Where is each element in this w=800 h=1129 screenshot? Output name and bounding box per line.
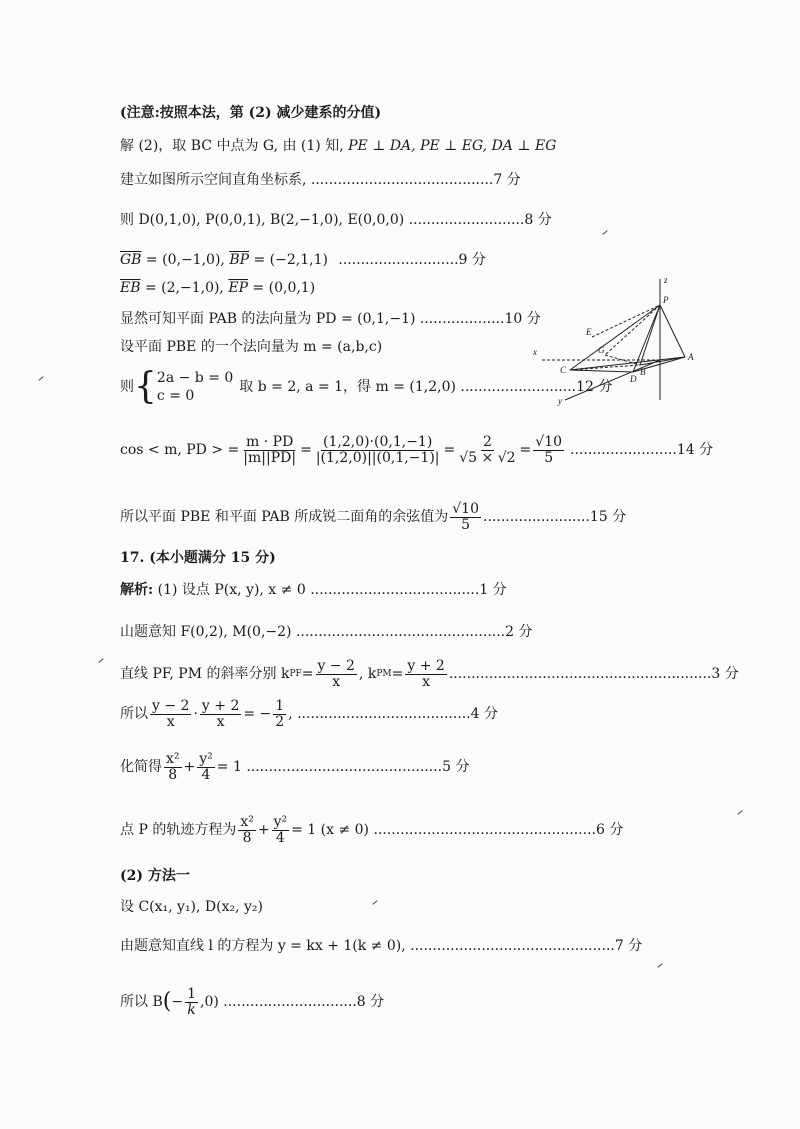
vec-ep-label: $\overline{EP}$ xyxy=(228,280,248,296)
edge-cd xyxy=(570,370,633,372)
system-rest: 取 b = 2, a = 1，得 m = (1,2,0) ..........................12 分 xyxy=(239,379,613,395)
slope-pf-frac xyxy=(316,659,357,690)
result-frac-num: √10 xyxy=(452,500,480,517)
m4-score: ,0) ..............................8 分 xyxy=(200,994,385,1010)
cos-prefix: cos < m, PD > = xyxy=(120,442,240,458)
cos-frac-1-num: m · PD xyxy=(246,433,294,450)
result-prefix: 所以平面 PBE 和平面 PAB 所成锐二面角的余弦值为 xyxy=(120,509,449,525)
cos-frac-4-den: 5 xyxy=(544,449,554,466)
step-6-prefix: 点 P 的轨迹方程为 xyxy=(120,822,237,838)
solution-line-3: 则 D(0,1,0), P(0,0,1), B(2,−1,0), E(0,0,0) ..........................8 分 xyxy=(120,212,552,228)
step-4-frac-1-num: y − 2 xyxy=(152,697,190,714)
step-6-frac-1-num: x² xyxy=(240,813,254,830)
cos-frac-3-num: 2 xyxy=(482,433,492,450)
label-g: G xyxy=(598,345,605,355)
vec-gb-label: $\overline{GB}$ xyxy=(120,252,142,268)
step-3-mid: , k xyxy=(358,666,377,682)
label-b: B xyxy=(640,367,646,377)
line1-prefix: 解 (2)，取 BC 中点为 G, 由 (1) 知, xyxy=(120,138,344,154)
k-pf-subscript: PF xyxy=(289,669,302,679)
step-4-frac-1 xyxy=(150,699,191,730)
scan-speck xyxy=(38,376,43,381)
result-frac-den: 5 xyxy=(461,516,471,533)
solution-line-1 xyxy=(120,136,556,156)
step-6-score: = 1 (x ≠ 0) ..................................................6 分 xyxy=(291,822,624,838)
vec-gb-value: (0,−1,0), xyxy=(162,252,225,268)
method-one-step-3: 所以 B ( − $\frac{1}{k}$ ,0) ..............................8 分 xyxy=(120,985,385,1018)
step-4-prefix: 所以 xyxy=(120,706,148,722)
slope-pf-num: y − 2 xyxy=(317,657,355,674)
step-5-score: = 1 ............................................5 分 xyxy=(216,759,470,775)
edge-pb xyxy=(640,305,660,365)
scan-speck xyxy=(602,230,607,235)
cos-frac-2-den: |(1,2,0)||(0,1,−1)| xyxy=(315,449,440,466)
scan-speck xyxy=(737,810,742,815)
label-e: E xyxy=(586,327,592,337)
method-one-step-2: 由题意知直线 l 的方程为 y = kx + 1(k ≠ 0), ..............................................7 分 xyxy=(120,938,643,954)
step-5-prefix: 化简得 xyxy=(120,759,162,775)
step-3-score: ...........................................................3 分 xyxy=(448,666,739,682)
step-4-frac-3-den: 2 xyxy=(275,713,285,730)
system-prefix: 则 xyxy=(120,379,134,395)
vec-eb-label: $\overline{EB}$ xyxy=(120,280,141,296)
cos-score: ........................14 分 xyxy=(570,442,714,458)
m4-prefix: 所以 B xyxy=(120,994,163,1010)
cos-frac-4-num: √10 xyxy=(535,433,563,450)
line4-score: ...........................9 分 xyxy=(338,252,486,268)
step-6-frac-1-den: 8 xyxy=(242,829,252,846)
header-note: (注意:按照本法，第 (2) 减少建系的分值) xyxy=(120,105,382,121)
step-5-frac-2 xyxy=(197,752,215,783)
step-6-frac-2-num: y² xyxy=(273,813,288,830)
label-c: C xyxy=(560,365,567,375)
method-one-step-1: 设 C(x₁, y₁), D(x₂, y₂) xyxy=(120,899,263,915)
label-a: A xyxy=(688,352,694,362)
coordinate-figure xyxy=(530,275,715,410)
equation-system xyxy=(157,369,233,405)
scan-speck xyxy=(657,963,662,968)
analysis-label: 解析: xyxy=(120,582,154,598)
q17-step-5: 化简得 $\frac{\text{x²}}{8}$ + $\frac{\text{y²}}{4}$ = 1 ............................................5 分 xyxy=(120,750,470,783)
step-5-frac-1 xyxy=(164,752,182,783)
cos-frac-3-den: √5 × √2 xyxy=(459,449,516,466)
label-x: x xyxy=(533,347,537,357)
step-5-frac-1-den: 8 xyxy=(168,766,178,783)
step-1-text: (1) 设点 P(x, y), x ≠ 0 ......................................1 分 xyxy=(157,582,507,598)
cos-frac-2-num: (1,2,0)·(0,1,−1) xyxy=(323,433,433,450)
edge-pa xyxy=(660,305,685,357)
line1-math: PE ⊥ DA, PE ⊥ EG, DA ⊥ EG xyxy=(348,138,557,154)
solution-line-6: 显然可知平面 PAB 的法向量为 PD = (0,1,−1) ...................10 分 xyxy=(120,311,541,327)
result-line xyxy=(120,495,626,539)
label-p: P xyxy=(663,295,669,305)
system-eq-2: c = 0 xyxy=(156,388,195,404)
vec-bp-value: (−2,1,1) xyxy=(269,252,328,268)
step-4-frac-3 xyxy=(273,699,286,730)
method-one-title: (2) 方法一 xyxy=(120,868,190,884)
q17-step-1 xyxy=(120,580,507,600)
scan-speck xyxy=(98,658,103,663)
cos-frac-1-den: |m||PD| xyxy=(243,449,297,466)
vector-line-eb-ep: $\overline{EB} = (2,-1,0)$, $\overline{EP} = (0,0,1)$ xyxy=(120,280,316,296)
vector-line-gb-bp: $\overline{GB} = (0,-1,0)$, $\overline{BP} = (-2,1,1)$ ...........................9 分 xyxy=(120,252,486,268)
label-d: D xyxy=(630,374,637,384)
result-score: ........................15 分 xyxy=(483,509,627,525)
result-frac xyxy=(450,502,481,533)
q17-step-3: 直线 PF, PM 的斜率分别 k PF = $\frac{y - 2}{x}$ , k PM = $\frac{y + 2}{x}$ ...........................................................3 分 xyxy=(120,657,739,690)
step-4-frac-2 xyxy=(200,699,241,730)
cos-frac-2 xyxy=(314,435,442,466)
question-17-title: 17. (本小题满分 15 分) xyxy=(120,550,276,566)
y-axis xyxy=(565,360,660,400)
step-6-frac-2-den: 4 xyxy=(275,829,285,846)
step-4-score: , .......................................4 分 xyxy=(288,706,499,722)
edge-pe xyxy=(592,305,660,337)
brace-glyph: { xyxy=(134,366,157,407)
cos-frac-4 xyxy=(533,435,564,466)
cosine-line: cos < m, PD > = $\frac{m \cdot PD}{|m||PD|}$ = $\frac{(1,2,0)\cdot(0,1,-1)}{|(1,2,0)||(0,1,-1)|}$ = $\frac{2}{√5 \times √2}$ = $\frac{√10}{5}$ ........................14 分 xyxy=(120,433,714,466)
m4-frac xyxy=(185,987,198,1018)
cos-frac-1 xyxy=(241,435,298,466)
edge-ca xyxy=(570,357,685,370)
slope-pf-den: x xyxy=(332,673,341,690)
solution-line-2: 建立如图所示空间直角坐标系, .........................................7 分 xyxy=(120,172,521,188)
k-pm-subscript: PM xyxy=(376,669,392,679)
label-z: z xyxy=(664,275,668,285)
vec-eb-value: (2,−1,0), xyxy=(161,280,224,296)
solution-line-7: 设平面 PBE 的一个法向量为 m = (a,b,c) xyxy=(120,339,383,355)
step-3-prefix: 直线 PF, PM 的斜率分别 k xyxy=(120,666,290,682)
step-5-frac-1-num: x² xyxy=(166,750,180,767)
scan-speck xyxy=(372,900,377,905)
step-5-frac-2-num: y² xyxy=(199,750,213,767)
system-eq-1: 2a − b = 0 xyxy=(156,370,234,386)
m4-frac-num: 1 xyxy=(187,985,196,1002)
step-4-frac-3-num: 1 xyxy=(275,697,285,714)
slope-pm-den: x xyxy=(422,673,431,690)
step-4-frac-1-den: x xyxy=(166,713,175,730)
step-5-frac-2-den: 4 xyxy=(201,766,211,783)
cos-frac-3 xyxy=(457,435,517,466)
m4-frac-den: k xyxy=(187,1001,196,1018)
step-6-frac-2 xyxy=(272,815,290,846)
vec-bp-label: $\overline{BP}$ xyxy=(229,252,250,268)
step-6-frac-1 xyxy=(238,815,256,846)
slope-pm-num: y + 2 xyxy=(407,657,445,674)
vec-ep-value: (0,0,1) xyxy=(268,280,316,296)
slope-pm-frac xyxy=(405,659,446,690)
label-y: y xyxy=(558,396,562,406)
step-4-frac-2-den: x xyxy=(216,713,225,730)
step-4-frac-2-num: y + 2 xyxy=(201,697,240,714)
q17-step-2: 山题意知 F(0,2), M(0,−2) ...............................................2 分 xyxy=(120,624,533,640)
q17-step-6: 点 P 的轨迹方程为 $\frac{\text{x²}}{8}$ + $\frac{\text{y²}}{4}$ = 1 (x ≠ 0) ..................................................6 分 xyxy=(120,813,624,846)
q17-step-4: 所以 $\frac{y - 2}{x}$ · $\frac{y + 2}{x}$ = − $\frac{1}{2}$ , .......................................4 分 xyxy=(120,697,499,730)
